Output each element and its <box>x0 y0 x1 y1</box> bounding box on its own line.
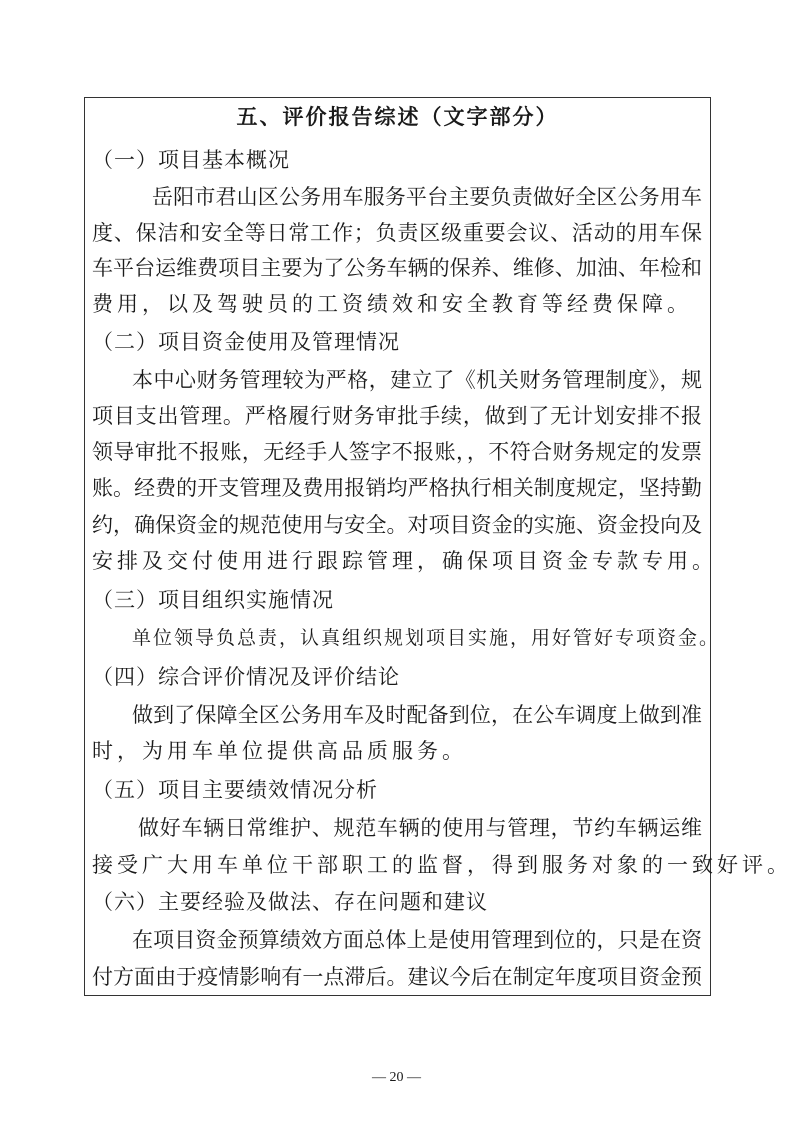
paragraph-line: 度、保洁和安全等日常工作；负责区级重要会议、活动的用车保 <box>92 221 702 245</box>
paragraph-line: 在项目资金预算绩效方面总体上是使用管理到位的，只是在资 <box>132 928 702 952</box>
section-heading: （四）综合评价情况及评价结论 <box>92 665 400 689</box>
paragraph-line: 费用，以及驾驶员的工资绩效和安全教育等经费保障。 <box>92 292 692 316</box>
paragraph-line: 项目支出管理。严格履行财务审批手续，做到了无计划安排不报 <box>92 404 702 428</box>
paragraph-line: 约，确保资金的规范使用与安全。对项目资金的实施、资金投向及 <box>92 513 702 537</box>
section-heading: （三）项目组织实施情况 <box>92 588 334 612</box>
paragraph-line: 账。经费的开支管理及费用报销均严格执行相关制度规定，坚持勤 <box>92 476 702 500</box>
paragraph-line: 时，为用车单位提供高品质服务。 <box>92 739 467 763</box>
paragraph-line: 车平台运维费项目主要为了公务车辆的保养、维修、加油、年检和 <box>92 256 702 280</box>
section-heading: （五）项目主要绩效情况分析 <box>92 778 378 802</box>
paragraph-line: 单位领导负总责，认真组织规划项目实施，用好管好专项资金。 <box>132 627 721 649</box>
section-heading: （一）项目基本概况 <box>92 148 290 172</box>
page-number: — 20 — <box>372 1070 421 1085</box>
paragraph-line: 岳阳市君山区公务用车服务平台主要负责做好全区公务用车 <box>152 185 702 209</box>
paragraph-line: 本中心财务管理较为严格，建立了《机关财务管理制度》，规 <box>132 368 702 392</box>
paragraph-line: 接受广大用车单位干部职工的监督，得到服务对象的一致好评。 <box>92 853 792 877</box>
paragraph-line: 安排及交付使用进行跟踪管理，确保项目资金专款专用。 <box>92 549 717 573</box>
section-heading: （六）主要经验及做法、存在问题和建议 <box>92 890 488 914</box>
paragraph-line: 做到了保障全区公务用车及时配备到位，在公车调度上做到准 <box>132 703 702 727</box>
section-title: 五、评价报告综述（文字部分） <box>236 105 559 129</box>
paragraph-line: 做好车辆日常维护、规范车辆的使用与管理，节约车辆运维 <box>138 816 702 840</box>
section-heading: （二）项目资金使用及管理情况 <box>92 330 400 354</box>
paragraph-line: 领导审批不报账，无经手人签字不报账，，不符合财务规定的发票 <box>92 440 702 464</box>
paragraph-line: 付方面由于疫情影响有一点滞后。建议今后在制定年度项目资金预 <box>92 965 702 989</box>
